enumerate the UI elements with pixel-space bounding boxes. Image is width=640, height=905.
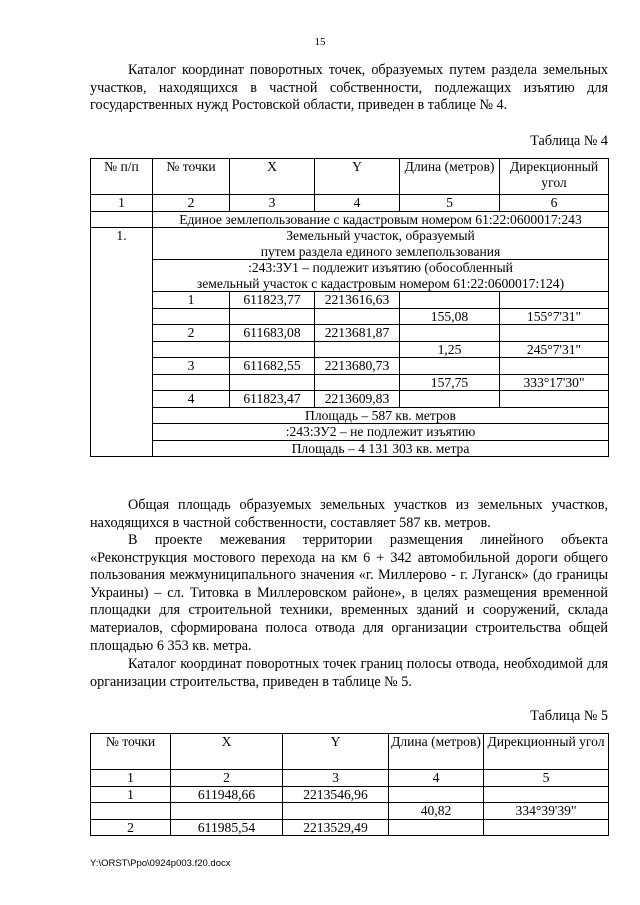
segment-length: 1,25 [400,341,500,358]
table-row [91,341,609,358]
table-4-header-num: № п/п [91,159,153,195]
point-y: 2213681,87 [315,325,400,342]
point-x: 611683,08 [230,325,315,342]
table-row [91,803,609,820]
table-4-area-1: Площадь – 587 кв. метров [153,407,609,424]
point-number: 3 [153,358,230,375]
project-paragraph: В проекте межевания территории размещения линейного объекта «Реконструкция мостового перехода на км 6 + 342 автомобильной дороги общего пользования межмуниципального значения «г. Миллерово - г. Луганск» (до границы Украины) – сл. Титовка в Миллеровском районе», в целях размещения временной площадки для строительной техники, временных зданий и сооружений, склада материалов, сформирована полоса отвода для организации строительства общей площадью 6 353 кв. метра. [90,532,608,654]
parcel-title-line-2: путем раздела единого землепользования [260,243,501,259]
table-row [91,786,609,803]
zu1-line-2: земельный участок с кадастровым номером 61:22:0600017:124) [196,275,565,291]
table-4-caption: Таблица № 4 [530,133,608,149]
point-x: 611948,66 [171,786,283,803]
segment-length: 157,75 [400,374,500,391]
table-5 [90,733,609,836]
table-4-zu1-title [153,260,609,292]
segment-angle: 333°17'30" [500,374,609,391]
zu1-line-1: :243:ЗУ1 – подлежит изъятию (обособленный [248,260,513,275]
table-row [91,358,609,375]
table-5-header-length: Длина (метров) [389,734,484,770]
table-4-parcel-title [153,228,609,260]
table-5-header-angle: Дирекционный угол [484,734,609,770]
point-x: 611985,54 [171,819,283,836]
table-row [91,325,609,342]
table-5-caption: Таблица № 5 [530,708,608,724]
segment-length: 155,08 [400,308,500,325]
point-y: 2213616,63 [315,292,400,309]
table-row [91,374,609,391]
table-row [91,391,609,408]
table-4-header-point: № точки [153,159,230,195]
table-4-colnum: 2 [153,195,230,212]
table-4-zu2: :243:ЗУ2 – не подлежит изъятию [153,424,609,441]
table-5-colnum: 3 [283,770,389,787]
point-y: 2213680,73 [315,358,400,375]
table-4-colnum: 4 [315,195,400,212]
table-4-colnum: 6 [500,195,609,212]
table-4-header-angle: Дирекционный угол [500,159,609,195]
point-y: 2213609,83 [315,391,400,408]
segment-angle: 155°7'31" [500,308,609,325]
table-4-group-title: Единое землепользование с кадастровым номером 61:22:0600017:243 [153,211,609,228]
table-4-colnum: 1 [91,195,153,212]
point-x: 611682,55 [230,358,315,375]
page-number: 15 [314,36,326,48]
point-number: 4 [153,391,230,408]
table-5-header-point: № точки [91,734,171,770]
table-row [91,819,609,836]
footer-file-path: Y:\ORST\Ppo\0924p003.f20.docx [90,858,231,869]
table-4-colnum: 5 [400,195,500,212]
table-5-colnum: 1 [91,770,171,787]
intro-paragraph: Каталог координат поворотных точек, образуемых путем раздела земельных участков, находящихся в частной собственности, подлежащих изъятию для государственных нужд Ростовской области, приведен в таблице № 4. [90,62,608,114]
parcel-title-line-1: Земельный участок, образуемый [286,228,475,243]
point-x: 611823,77 [230,292,315,309]
table-5-header-y: Y [283,734,389,770]
table-row [91,292,609,309]
table-5-header-x: X [171,734,283,770]
catalog-5-paragraph: Каталог координат поворотных точек границ полосы отвода, необходимой для организации строительства, приведен в таблице № 5. [90,656,608,690]
table-5-colnum: 5 [484,770,609,787]
table-5-colnum: 2 [171,770,283,787]
table-4-header-length: Длина (метров) [400,159,500,195]
point-y: 2213529,49 [283,819,389,836]
table-4-header-x: X [230,159,315,195]
point-number: 2 [91,819,171,836]
point-number: 1 [153,292,230,309]
table-5-colnum: 4 [389,770,484,787]
point-number: 2 [153,325,230,342]
point-x: 611823,47 [230,391,315,408]
total-area-paragraph: Общая площадь образуемых земельных участков из земельных участков, находящихся в частной собственности, составляет 587 кв. метров. [90,497,608,531]
table-4-item-number: 1. [91,228,153,457]
segment-length: 40,82 [389,803,484,820]
table-4-area-2: Площадь – 4 131 303 кв. метра [153,440,609,457]
table-row [91,308,609,325]
table-4 [90,158,609,457]
table-4-header-y: Y [315,159,400,195]
point-number: 1 [91,786,171,803]
point-y: 2213546,96 [283,786,389,803]
table-4-colnum: 3 [230,195,315,212]
segment-angle: 334°39'39" [484,803,609,820]
segment-angle: 245°7'31" [500,341,609,358]
